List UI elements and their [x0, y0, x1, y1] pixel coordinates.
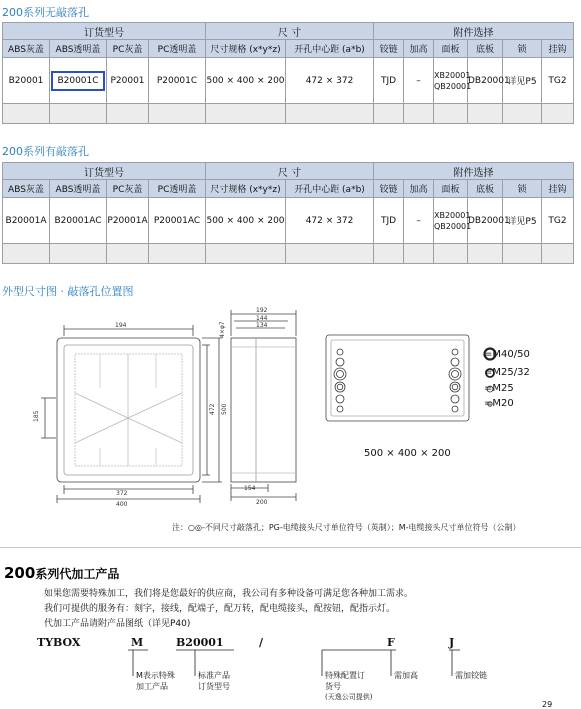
header-size: 尺 寸: [206, 163, 374, 180]
cell-size-spec: 500 × 400 × 200: [206, 198, 286, 244]
knockout-view: [326, 335, 469, 421]
col-size-spec: 尺寸规格 (x*y*z): [206, 180, 286, 198]
cell-abs-clear[interactable]: [50, 58, 107, 104]
col-pc-grey: PC灰盖: [107, 40, 149, 58]
highlighted-model[interactable]: B20001C: [51, 71, 104, 91]
oem-title: 200系列代加工产品: [4, 564, 120, 582]
side-view: [231, 310, 296, 501]
legend-m20: =M20: [484, 398, 514, 409]
oem-line-2: 我们可提供的服务有：刻字，接线，配端子，配万转，配电缆接头，配按钮，配指示灯。: [44, 604, 396, 614]
dim-185: 185: [33, 410, 40, 422]
legend-m25: =M25: [484, 383, 514, 394]
col-hook: 挂钩: [542, 40, 574, 58]
cell-baseplate: DB20001: [468, 58, 503, 104]
label-special-config: 特殊配置订 货号 (天逸公司提供): [325, 671, 373, 701]
dim-194: 194: [115, 322, 127, 329]
legend-m25-32: =M25/32: [484, 367, 530, 378]
col-extension: 加高: [404, 180, 434, 198]
label-special: M表示特殊 加工产品: [136, 671, 175, 691]
cell-baseplate: DB20001: [468, 198, 503, 244]
col-abs-grey: ABS灰盖: [3, 40, 50, 58]
cell-hook: TG2: [542, 58, 574, 104]
code-tybox: TYBOX: [37, 636, 81, 649]
code-j: J: [449, 636, 455, 649]
spec-table-knockout: [2, 162, 574, 264]
code-slash: /: [259, 636, 264, 649]
cell-hinge: TJD: [374, 58, 404, 104]
code-m: M: [131, 636, 144, 649]
cell-abs-grey: B20001: [3, 58, 50, 104]
cell-abs-grey: B20001A: [3, 198, 50, 244]
cell-hole-distance: 472 × 372: [286, 198, 374, 244]
drawing-title: 外型尺寸图 · 敲落孔位置图: [2, 285, 134, 298]
code-model: B20001: [176, 636, 224, 649]
page-number: 29: [542, 700, 553, 709]
cell-pc-clear: P20001C: [149, 58, 206, 104]
cell-pc-clear: P20001AC: [149, 198, 206, 244]
cell-lock: 详见P5: [503, 58, 542, 104]
oem-line-3: 代加工产品请附产品图纸（详见P40): [44, 619, 191, 629]
cell-panel: XB20001 QB20001: [434, 198, 468, 244]
header-size: 尺 寸: [206, 23, 374, 40]
col-pc-clear: PC透明盖: [149, 180, 206, 198]
label-standard: 标准产品 订货型号: [198, 671, 230, 691]
knockout-size: 500 × 400 × 200: [364, 448, 451, 459]
code-connectors: [0, 648, 581, 678]
dim-134: 134: [256, 322, 268, 329]
drawing-note: 注：○◎-不同尺寸敲落孔；PG-电缆接头尺寸单位符号（英制）；M-电缆接头尺寸单位符号（公制）: [172, 523, 521, 532]
col-panel: 面板: [434, 180, 468, 198]
dimension-drawing: [0, 298, 581, 520]
code-f: F: [387, 636, 395, 649]
cell-hook: TG2: [542, 198, 574, 244]
col-abs-grey: ABS灰盖: [3, 180, 50, 198]
legend-m40: =M40/50: [484, 349, 530, 360]
col-lock: 锁: [503, 40, 542, 58]
dim-hole: 4×φ7: [219, 321, 226, 338]
header-order-model: 订货型号: [3, 163, 206, 180]
col-hole-distance: 开孔中心距 (a*b): [286, 40, 374, 58]
cell-extension: –: [404, 198, 434, 244]
divider: [0, 547, 581, 548]
col-baseplate: 底板: [468, 180, 503, 198]
col-hinge: 铰链: [374, 180, 404, 198]
col-hole-distance: 开孔中心距 (a*b): [286, 180, 374, 198]
cell-lock: 详见P5: [503, 198, 542, 244]
front-view: [41, 325, 222, 503]
cell-size-spec: 500 × 400 × 200: [206, 58, 286, 104]
col-pc-clear: PC透明盖: [149, 40, 206, 58]
col-lock: 锁: [503, 180, 542, 198]
col-pc-grey: PC灰盖: [107, 180, 149, 198]
cell-hinge: TJD: [374, 198, 404, 244]
oem-line-1: 如果您需要特殊加工，我们将是您最好的供应商，我公司有多种设备可满足您各种加工需求。: [44, 589, 414, 599]
col-hook: 挂钩: [542, 180, 574, 198]
cell-extension: –: [404, 58, 434, 104]
col-extension: 加高: [404, 40, 434, 58]
col-abs-clear: ABS透明盖: [50, 40, 107, 58]
col-panel: 面板: [434, 40, 468, 58]
cell-abs-clear: B20001AC: [50, 198, 107, 244]
label-extension: 需加高: [394, 671, 418, 680]
cell-pc-grey: P20001A: [107, 198, 149, 244]
col-abs-clear: ABS透明盖: [50, 180, 107, 198]
col-baseplate: 底板: [468, 40, 503, 58]
dim-154: 154: [244, 485, 256, 492]
section2-title: 200系列有敲落孔: [2, 145, 89, 158]
dim-400: 400: [116, 501, 128, 508]
dim-144: 144: [256, 315, 268, 322]
col-hinge: 铰链: [374, 40, 404, 58]
header-accessories: 附件选择: [374, 23, 574, 40]
header-order-model: 订货型号: [3, 23, 206, 40]
cell-hole-distance: 472 × 372: [286, 58, 374, 104]
section1-title: 200系列无敲落孔: [2, 6, 89, 19]
spec-table-no-knockout: [2, 22, 574, 124]
header-accessories: 附件选择: [374, 163, 574, 180]
dim-500: 500: [221, 403, 228, 415]
cell-pc-grey: P20001: [107, 58, 149, 104]
dim-472: 472: [209, 403, 216, 415]
col-size-spec: 尺寸规格 (x*y*z): [206, 40, 286, 58]
cell-panel: XB20001 QB20001: [434, 58, 468, 104]
dim-192: 192: [256, 307, 268, 314]
dim-372: 372: [116, 490, 128, 497]
dim-200: 200: [256, 499, 268, 506]
label-hinge: 需加铰链: [455, 671, 487, 680]
